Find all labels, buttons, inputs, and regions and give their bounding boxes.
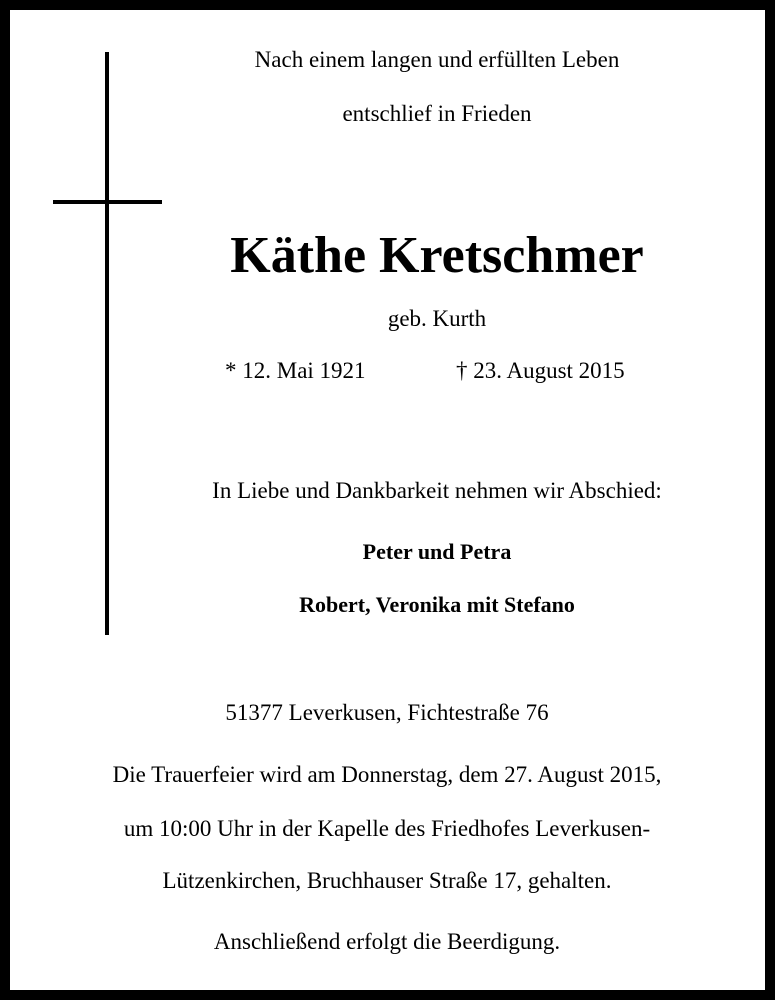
intro-line-1: Nach einem langen und erfüllten Leben xyxy=(254,47,620,72)
birth-date: * 12. Mai 1921 xyxy=(225,358,366,383)
cross-horizontal-bar xyxy=(53,200,162,204)
service-info-line: um 10:00 Uhr in der Kapelle des Friedhofes Leverkusen- xyxy=(123,816,651,841)
mourner-names: Peter und Petra xyxy=(362,539,512,564)
farewell-text: In Liebe und Dankbarkeit nehmen wir Abschied: xyxy=(212,478,662,503)
maiden-name: geb. Kurth xyxy=(387,306,487,331)
burial-info: Anschließend erfolgt die Beerdigung. xyxy=(213,929,561,954)
address: 51377 Leverkusen, Fichtestraße 76 xyxy=(225,700,549,725)
mourner-names: Robert, Veronika mit Stefano xyxy=(299,592,575,617)
death-date: † 23. August 2015 xyxy=(456,358,625,383)
intro-line-2: entschlief in Frieden xyxy=(342,101,532,126)
deceased-name: Käthe Kretschmer xyxy=(230,227,644,284)
service-info-line: Lützenkirchen, Bruchhauser Straße 17, gehalten. xyxy=(162,868,612,893)
cross-vertical-bar xyxy=(105,52,109,635)
service-info-line: Die Trauerfeier wird am Donnerstag, dem 27. August 2015, xyxy=(112,762,662,787)
